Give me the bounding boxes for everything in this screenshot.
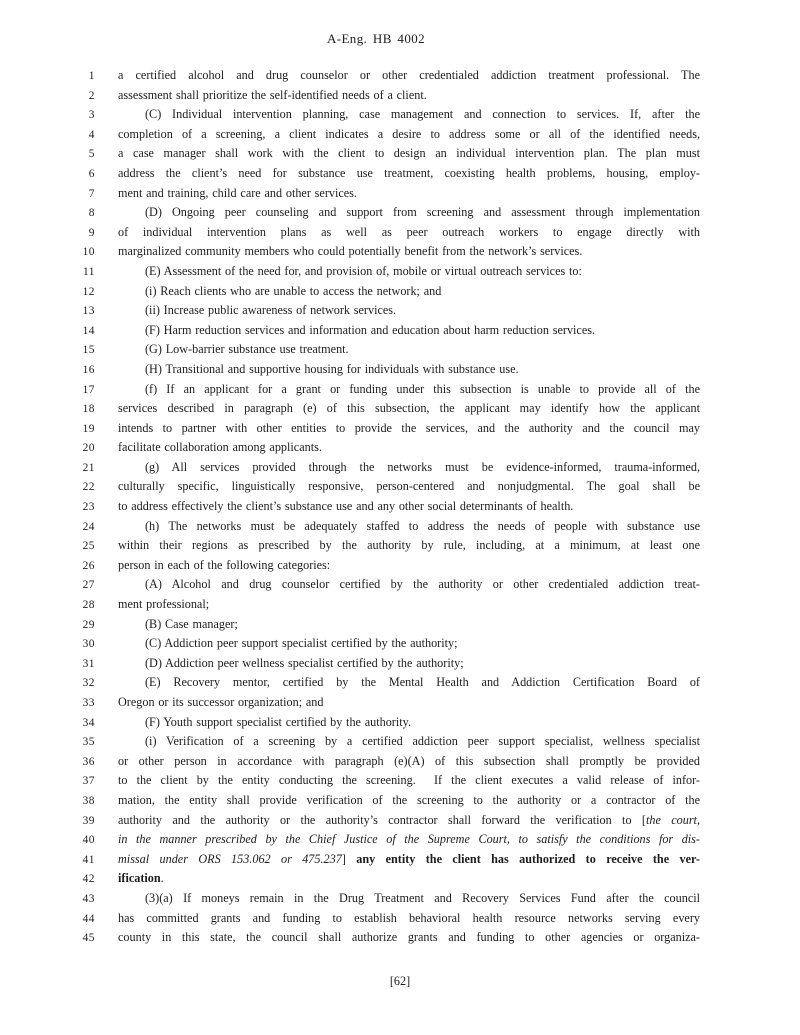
document-line (0, 811, 800, 831)
document-line (0, 654, 800, 674)
line-text (118, 380, 700, 400)
line-text (118, 595, 700, 615)
line-segment: (ii) Increase public awareness of network services. (145, 303, 397, 318)
line-number: 41 (82, 853, 95, 866)
document-line (0, 340, 800, 360)
document-line (0, 105, 800, 125)
line-number: 20 (82, 442, 95, 455)
line-text (118, 909, 700, 929)
line-number: 35 (82, 736, 95, 749)
line-number: 2 (88, 89, 95, 102)
line-text (118, 732, 700, 752)
line-number: 29 (82, 618, 95, 631)
document-line (0, 438, 800, 458)
document-line (0, 321, 800, 341)
line-segment: (C) Addiction peer support specialist certified by the authority; (145, 636, 458, 651)
line-number: 42 (82, 873, 95, 886)
document-line (0, 615, 800, 635)
line-segment: marginalized community members who could potentially benefit from the network’s services. (118, 244, 583, 259)
line-number: 17 (82, 383, 95, 396)
line-text (118, 66, 700, 86)
line-number: 44 (82, 912, 95, 925)
line-number: 39 (82, 814, 95, 827)
line-text (118, 477, 700, 497)
line-text (118, 556, 700, 576)
line-segment: has committed grants and funding to establish behavioral health resource networks serving every (118, 910, 700, 925)
line-text (118, 262, 700, 282)
line-number: 36 (82, 755, 95, 768)
line-text (118, 517, 700, 537)
document-line (0, 869, 800, 889)
line-text (118, 752, 700, 772)
document-line (0, 850, 800, 870)
line-number: 28 (82, 599, 95, 612)
document-line (0, 673, 800, 693)
line-segment: of individual intervention plans as well as peer outreach workers to engage directly with (118, 224, 700, 239)
document-line (0, 928, 800, 948)
document-line (0, 419, 800, 439)
line-text (118, 399, 700, 419)
page-number: [62] (389, 974, 411, 988)
line-segment: (i) Verification of a screening by a certified addiction peer support specialist, wellness specialist (145, 734, 700, 749)
line-segment: completion of a screening, a client indicates a desire to address some or all of the identified needs, (118, 126, 700, 141)
line-number: 34 (82, 716, 95, 729)
line-text (118, 673, 700, 693)
document-line (0, 66, 800, 86)
line-segment: (D) Addiction peer wellness specialist certified by the authority; (145, 655, 464, 670)
line-text (118, 654, 700, 674)
line-number: 6 (88, 167, 95, 180)
document-line (0, 380, 800, 400)
line-text (118, 419, 700, 439)
document-line (0, 732, 800, 752)
line-segment: county in this state, the council shall authorize grants and funding to other agencies or organiza- (118, 930, 700, 945)
document-line (0, 771, 800, 791)
line-segment: the court, (645, 812, 700, 827)
line-number: 30 (82, 638, 95, 651)
line-text (118, 282, 700, 302)
line-segment: a case manager shall work with the client to design an individual intervention plan. The plan must (118, 146, 700, 161)
line-number: 21 (82, 461, 95, 474)
document-line (0, 203, 800, 223)
line-number: 31 (82, 657, 95, 670)
line-segment: (D) Ongoing peer counseling and support from screening and assessment through implementation (145, 205, 700, 220)
line-text (118, 928, 700, 948)
document-line (0, 791, 800, 811)
line-segment: mation, the entity shall provide verification of the screening to the authority or a contractor of the (118, 792, 700, 807)
line-text (118, 830, 700, 850)
line-segment: (E) Recovery mentor, certified by the Mental Health and Addiction Certification Board of (145, 675, 700, 690)
line-segment: (H) Transitional and supportive housing for individuals with substance use. (145, 361, 519, 376)
line-text (118, 615, 700, 635)
line-number: 23 (82, 501, 95, 514)
line-segment: Oregon or its successor organization; and (118, 695, 324, 709)
line-number: 3 (88, 109, 95, 122)
line-number: 11 (83, 265, 95, 278)
document-line (0, 164, 800, 184)
line-segment: (F) Harm reduction services and information and education about harm reduction services. (145, 322, 596, 337)
line-number: 9 (88, 226, 95, 239)
line-segment: ment professional; (118, 597, 210, 612)
document-line (0, 458, 800, 478)
line-segment: (f) If an applicant for a grant or funding under this subsection is unable to provide all of the (145, 381, 700, 396)
document-line (0, 497, 800, 517)
document-line (0, 242, 800, 262)
line-number: 37 (82, 775, 95, 788)
line-segment: ] (341, 851, 357, 866)
line-segment: (3)(a) If moneys remain in the Drug Treatment and Recovery Services Fund after the council (145, 890, 700, 905)
line-number: 1 (88, 70, 95, 82)
document-line (0, 575, 800, 595)
line-segment: (B) Case manager; (145, 616, 238, 631)
page-header: A-Eng. HB 4002 (326, 31, 426, 46)
line-text (118, 360, 700, 380)
line-segment: (i) Reach clients who are unable to access the network; and (145, 283, 442, 298)
document-line (0, 477, 800, 497)
line-text (118, 340, 700, 360)
line-segment: or other person in accordance with paragraph (e)(A) of this subsection shall promptly be provided (118, 753, 700, 768)
line-segment: (A) Alcohol and drug counselor certified by the authority or other credentialed addiction treat- (145, 577, 700, 592)
line-text (118, 713, 700, 733)
document-line (0, 144, 800, 164)
line-text (118, 301, 700, 321)
line-text (118, 811, 700, 831)
document-body (0, 66, 800, 948)
line-number: 33 (82, 697, 95, 709)
document-line (0, 693, 800, 713)
document-line (0, 889, 800, 909)
line-number: 38 (82, 794, 95, 807)
line-text (118, 203, 700, 223)
line-number: 13 (82, 305, 95, 318)
document-line (0, 536, 800, 556)
line-segment: in the manner prescribed by the Chief Justice of the Supreme Court, to satisfy the conditions for dis- (118, 832, 700, 847)
line-number: 18 (82, 403, 95, 416)
line-text (118, 86, 700, 106)
line-number: 22 (82, 481, 95, 494)
document-line (0, 223, 800, 243)
line-text (118, 164, 700, 184)
line-text (118, 693, 700, 713)
document-line (0, 752, 800, 772)
line-number: 16 (82, 363, 95, 376)
line-number: 4 (88, 128, 95, 141)
line-number: 12 (82, 285, 95, 298)
document-line (0, 634, 800, 654)
line-text (118, 144, 700, 164)
line-text (118, 634, 700, 654)
line-number: 7 (88, 187, 95, 200)
document-line (0, 556, 800, 576)
line-number: 24 (82, 520, 95, 533)
line-segment: assessment shall prioritize the self-identified needs of a client. (118, 87, 427, 102)
line-text (118, 321, 700, 341)
line-segment: to address effectively the client’s substance use and any other social determinants of health. (118, 499, 574, 514)
document-line (0, 282, 800, 302)
line-segment: missal under ORS 153.062 or 475.237 (118, 851, 342, 866)
line-segment: ment and training, child care and other services. (118, 185, 357, 200)
line-segment: services described in paragraph (e) of this subsection, the applicant may identify how the applicant (118, 401, 700, 416)
line-number: 8 (88, 207, 95, 220)
line-text (118, 105, 700, 125)
document-line (0, 830, 800, 850)
line-segment: facilitate collaboration among applicants. (118, 440, 322, 455)
line-segment: a certified alcohol and drug counselor or other credentialed addiction treatment professional. The (118, 68, 700, 82)
line-text (118, 791, 700, 811)
line-text (118, 125, 700, 145)
line-number: 5 (88, 148, 95, 161)
document-line (0, 713, 800, 733)
line-segment: intends to partner with other entities to provide the services, and the authority and the council may (118, 420, 700, 435)
line-segment: . (160, 871, 164, 886)
line-number: 19 (82, 422, 95, 435)
line-segment: person in each of the following categories: (118, 557, 331, 572)
document-line (0, 360, 800, 380)
line-segment: address the client’s need for substance use treatment, coexisting health problems, housing, employ- (118, 165, 700, 180)
document-line (0, 517, 800, 537)
line-text (118, 889, 700, 909)
line-segment: ification (118, 871, 161, 886)
line-text (118, 458, 700, 478)
line-segment: to the client by the entity conducting the screening. If the client executes a valid release of infor- (118, 773, 700, 788)
line-segment: (E) Assessment of the need for, and provision of, mobile or virtual outreach services to: (145, 263, 582, 278)
line-number: 32 (82, 677, 95, 690)
document-line (0, 595, 800, 615)
document-line (0, 184, 800, 204)
document-line (0, 86, 800, 106)
line-text (118, 497, 700, 517)
line-segment: (C) Individual intervention planning, case management and connection to services. If, after the (145, 107, 700, 122)
line-segment: (g) All services provided through the networks must be evidence-informed, trauma-informed, (145, 459, 700, 474)
line-text (118, 223, 700, 243)
line-text (118, 536, 700, 556)
line-text (118, 850, 700, 870)
line-segment: within their regions as prescribed by the authority by rule, including, at a minimum, at least one (118, 538, 700, 553)
line-number: 26 (82, 559, 95, 572)
line-segment: (h) The networks must be adequately staffed to address the needs of people with substance use (145, 518, 700, 533)
line-segment: culturally specific, linguistically responsive, person-centered and nonjudgmental. The goal shall be (118, 479, 700, 494)
line-text (118, 184, 700, 204)
line-number: 25 (82, 540, 95, 553)
line-number: 45 (82, 932, 95, 945)
line-text (118, 869, 700, 889)
line-segment: any entity the client has authorized to receive the ver- (356, 851, 700, 866)
document-line (0, 262, 800, 282)
line-number: 27 (82, 579, 95, 592)
line-text (118, 242, 700, 262)
line-segment: authority and the authority or the authority’s contractor shall forward the verification to [ (118, 812, 646, 827)
line-number: 40 (82, 834, 95, 847)
line-number: 10 (82, 246, 95, 259)
line-number: 15 (82, 344, 95, 357)
line-number: 43 (82, 892, 95, 905)
line-text (118, 771, 700, 791)
line-text (118, 438, 700, 458)
line-segment: (F) Youth support specialist certified by the authority. (145, 714, 411, 729)
document-line (0, 301, 800, 321)
line-text (118, 575, 700, 595)
document-line (0, 399, 800, 419)
line-segment: (G) Low-barrier substance use treatment. (145, 342, 349, 357)
document-line (0, 125, 800, 145)
document-line (0, 909, 800, 929)
line-number: 14 (82, 324, 95, 337)
